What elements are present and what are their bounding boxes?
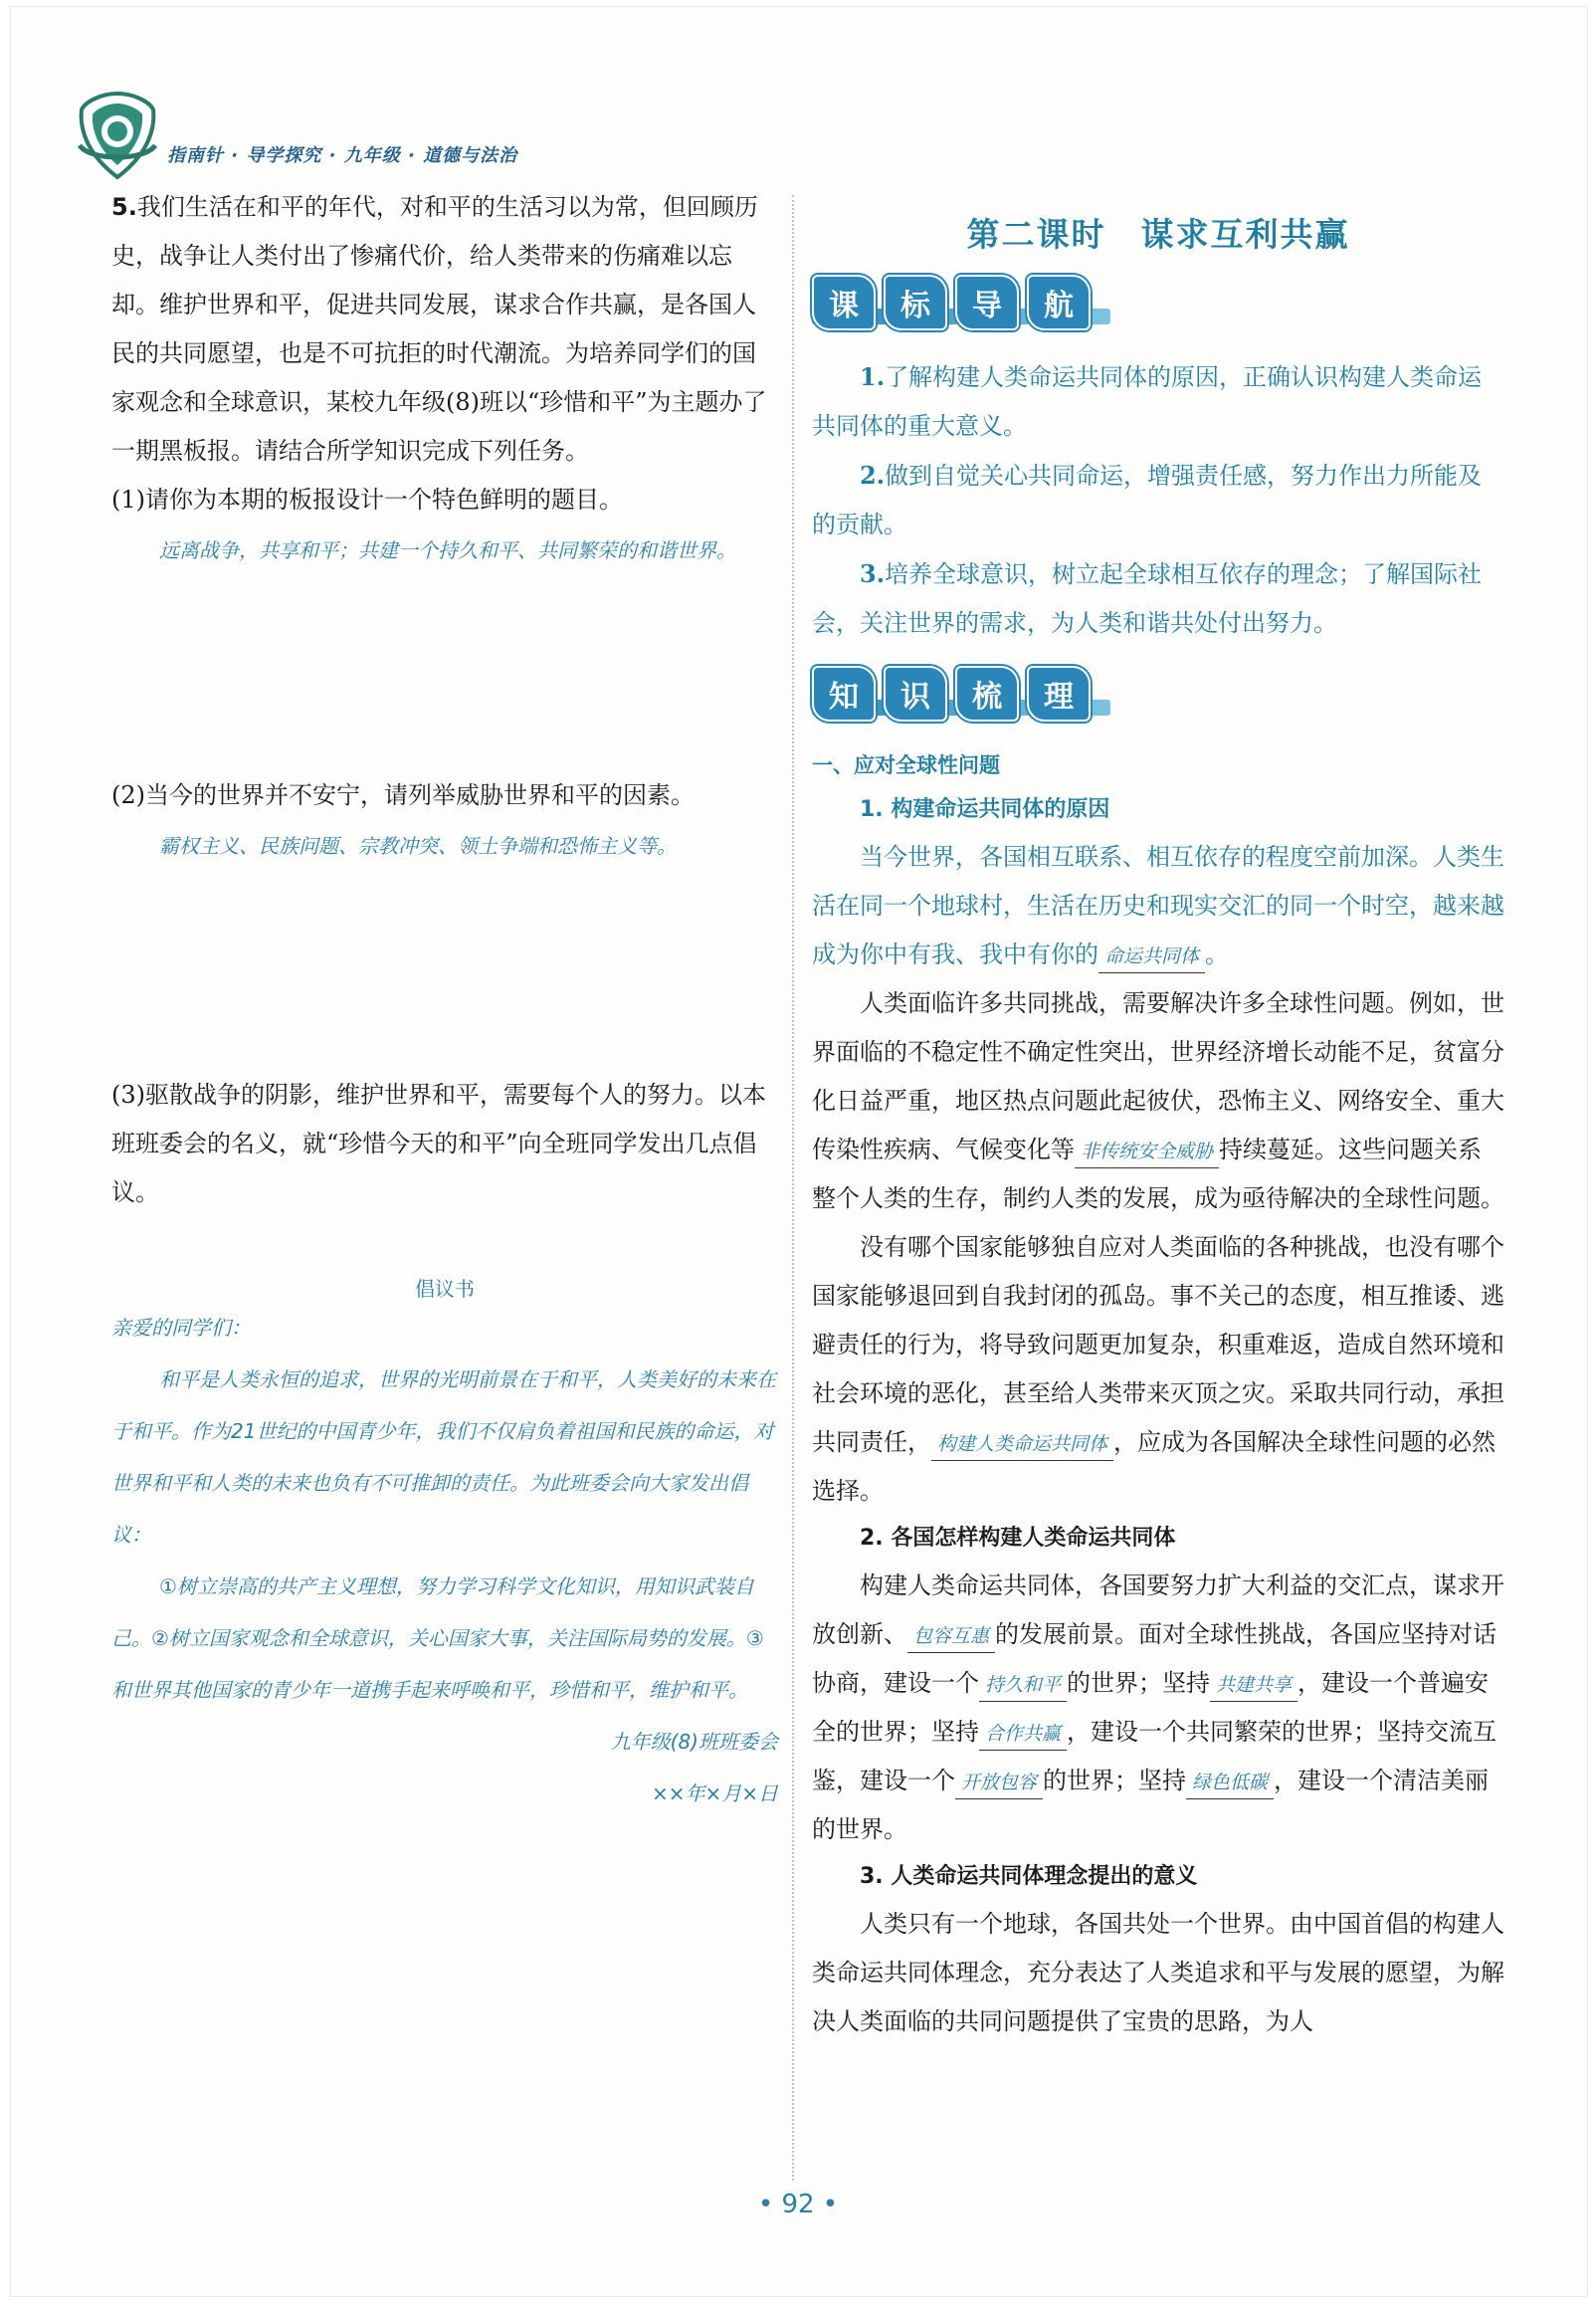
goal-number: 1. [860, 362, 886, 391]
goal-1 [812, 352, 1504, 451]
fill-blank: 绿色低碳 [1186, 1767, 1274, 1799]
letter-date: ××年×月×日 [651, 1781, 778, 1805]
fill-blank: 合作共赢 [979, 1718, 1067, 1751]
paragraph-2: 人类面临许多共同挑战，需要解决许多全球性问题。例如，世界面临的不稳定性不确定性突出，世界经济增长动能不足，贫富分化日益严重，地区热点问题此起彼伏，恐怖主义、网络安全、重大传染性疾病、气候变化等 非传统安全威胁 持续蔓延。这些问题关系整个人类的生存，制约人类的发展，成为亟待解决的全球性问题。 [812, 989, 1504, 1212]
series-header: 指南针 · 导学探究 · 九年级 · 道德与法治 [167, 145, 518, 166]
banner-char: 理 [1027, 666, 1091, 722]
sub-question-2: (2)当今的世界并不安宁，请列举威胁世界和平的因素。 [111, 781, 695, 809]
fill-blank: 构建人类命运共同体 [931, 1428, 1113, 1461]
fill-blank: 非传统安全威胁 [1075, 1136, 1219, 1168]
paragraph-4: 构建人类命运共同体，各国要努力扩大利益的交汇点，谋求开放创新、 包容互惠 的发展前景。面对全球性挑战，各国应坚持对话协商，建设一个 持久和平 的世界；坚持 共建共享 ，建设一个普遍安全的世界；坚持 合作共赢 ，建设一个共同繁荣的世界；坚持交流互鉴，建设一个 开放包容 的世界；坚持 绿色低碳 ，建设一个清洁美丽的世界。 [812, 1571, 1504, 1843]
section-heading: 一、应对全球性问题 [812, 753, 1000, 777]
letter-paragraph-2: ①树立崇高的共产主义理想，努力学习科学文化知识，用知识武装自己。②树立国家观念和全球意识，关心国家大事，关注国际局势的发展。③和世界其他国家的青少年一道携手起来呼唤和平，珍惜和平，维护和平。 [111, 1574, 764, 1702]
banner-course-navigation [812, 275, 1504, 336]
fill-blank: 命运共同体 [1098, 941, 1205, 973]
sub-question-3: (3)驱散战争的阴影，维护世界和平，需要每个人的努力。以本班班委会的名义，就“珍惜今天的和平”向全班同学发出几点倡议。 [111, 1081, 766, 1206]
goal-text: 了解构建人类命运共同体的原因，正确认识构建人类命运共同体的重大意义。 [812, 363, 1483, 440]
goal-text: 培养全球意识，树立起全球相互依存的理念；了解国际社会，关注世界的需求，为人类和谐共处付出努力。 [812, 560, 1483, 637]
banner-char: 梳 [955, 666, 1019, 722]
answer-2: 霸权主义、民族问题、宗教冲突、领土争端和恐怖主义等。 [159, 834, 677, 858]
paragraph-5: 人类只有一个地球，各国共处一个世界。由中国首倡的构建人类命运共同体理念，充分表达了人类追求和平与发展的愿望，为解决人类面临的共同问题提供了宝贵的思路，为人 [812, 1910, 1504, 2035]
right-column [812, 195, 1504, 2046]
letter-signature: 九年级(8)班班委会 [610, 1730, 778, 1754]
banner-knowledge-review [812, 666, 1504, 728]
banner-char: 导 [955, 275, 1019, 330]
fill-blank: 包容互惠 [907, 1620, 995, 1653]
goal-3 [812, 549, 1504, 648]
left-column [111, 183, 778, 1819]
paragraph-3: 没有哪个国家能够独自应对人类面临的各种挑战，也没有哪个国家能够退回到自我封闭的孤岛。事不关己的态度，相互推诿、逃避责任的行为，将导致问题更加复杂，积重难返，造成自然环境和社会环境的恶化，甚至给人类带来灭顶之灾。采取共同行动，承担共同责任， 构建人类命运共同体 ，应成为各国解决全球性问题的必然选择。 [812, 1233, 1504, 1505]
paragraph-1: 当今世界，各国相互联系、相互依存的程度空前加深。人类生活在同一个地球村，生活在历史和现实交汇的同一个时空，越来越成为你中有我、我中有你的 命运共同体 。 [812, 833, 1504, 979]
subheading-3: 3. 人类命运共同体理念提出的意义 [860, 1864, 1198, 1889]
subheading-2: 2. 各国怎样构建人类命运共同体 [860, 1526, 1176, 1551]
banner-char: 识 [884, 666, 947, 722]
question-5-text: 我们生活在和平的年代，对和平的生活习以为常，但回顾历史，战争让人类付出了惨痛代价，给人类带来的伤痛难以忘却。维护世界和平，促进共同发展，谋求合作共赢，是各国人民的共同愿望，也是不可抗拒的时代潮流。为培养同学们的国家观念和全球意识，某校九年级(8)班以“珍惜和平”为主题办了一期黑板报。请结合所学知识完成下列任务。 [111, 193, 767, 465]
letter-greeting: 亲爱的同学们： [111, 1316, 251, 1340]
banner-char: 标 [884, 275, 947, 330]
fill-blank: 共建共享 [1210, 1669, 1297, 1702]
sub-question-1: (1)请你为本期的板报设计一个特色鲜明的题目。 [111, 486, 623, 514]
goal-number: 2. [860, 461, 886, 490]
question-5 [111, 183, 778, 476]
column-divider [792, 195, 794, 2181]
banner-char: 知 [812, 666, 876, 722]
letter-paragraph-1: 和平是人类永恒的追求，世界的光明前景在于和平，人类美好的未来在于和平。作为21世纪的中国青少年，我们不仅肩负着祖国和民族的命运，对世界和平和人类的未来也负有不可推卸的责任。为此班委会向大家发出倡议： [111, 1367, 776, 1547]
school-shield-logo-icon [72, 88, 163, 183]
goal-number: 3. [860, 559, 886, 588]
goal-text: 做到自觉关心共同命运，增强责任感，努力作出力所能及的贡献。 [812, 462, 1483, 538]
question-number: 5. [111, 193, 137, 221]
fill-blank: 持久和平 [979, 1669, 1067, 1702]
page-number: • 92 • [757, 2190, 839, 2219]
goal-2 [812, 451, 1504, 549]
answer-1: 远离战争，共享和平；共建一个持久和平、共同繁荣的和谐世界。 [159, 538, 736, 562]
fill-blank: 开放包容 [955, 1767, 1043, 1799]
banner-char: 航 [1027, 275, 1091, 330]
lesson-title: 第二课时 谋求互利共赢 [966, 215, 1350, 254]
banner-char: 课 [812, 275, 876, 330]
subheading-1: 1. 构建命运共同体的原因 [860, 797, 1110, 822]
letter-title: 倡议书 [415, 1277, 475, 1301]
